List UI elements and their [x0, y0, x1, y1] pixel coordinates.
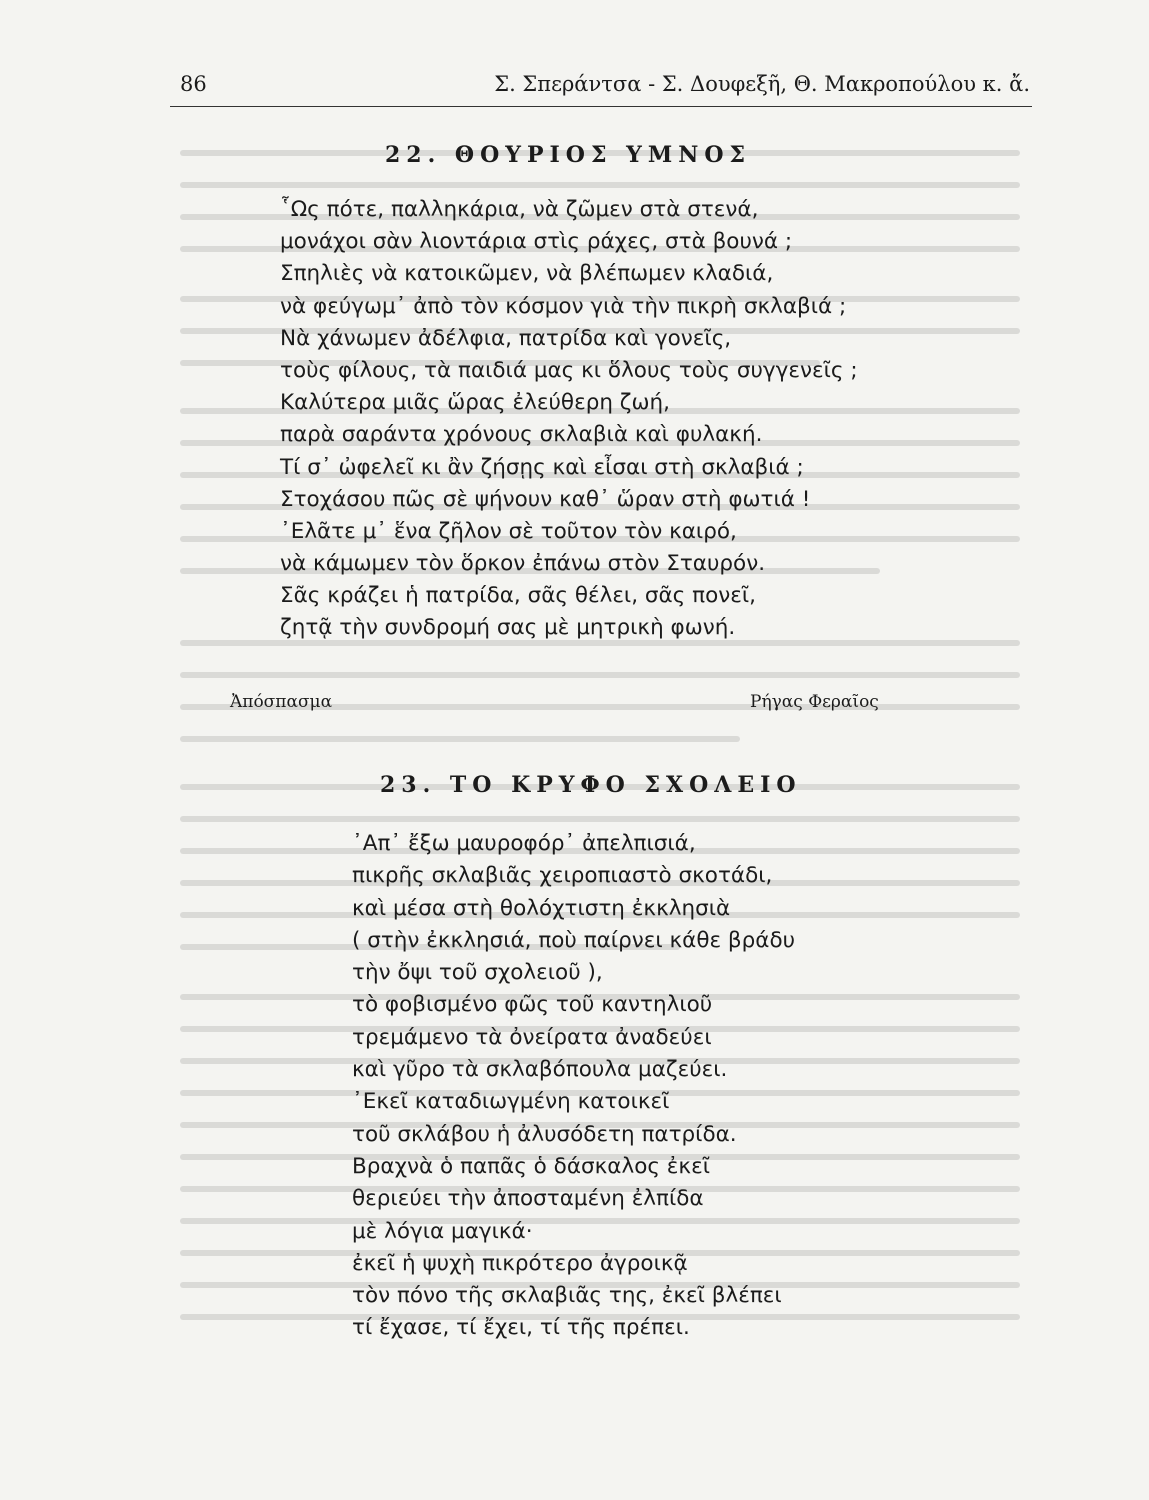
poem-line: Βραχνὰ ὁ παπᾶς ὁ δάσκαλος ἐκεῖ: [352, 1153, 710, 1179]
poem-line: Στοχάσου πῶς σὲ ψήνουν καθ᾽ ὥραν στὴ φωτιά !: [280, 486, 811, 512]
poem-line: ᾽Απ᾽ ἔξω μαυροφόρ᾽ ἀπελπισιά,: [352, 831, 696, 856]
poem-line: θεριεύει τὴν ἀποσταμένη ἐλπίδα: [352, 1186, 704, 1212]
poem-line: Καλύτερα μιᾶς ὥρας ἐλεύθερη ζωή,: [280, 390, 670, 416]
poem-line: τὴν ὄψι τοῦ σχολειοῦ ),: [352, 960, 603, 986]
poem-line: Σπηλιὲς νὰ κατοικῶμεν, νὰ βλέπωμεν κλαδιά,: [280, 261, 774, 287]
poem-line: καὶ μέσα στὴ θολόχτιστη ἐκκλησιὰ: [352, 895, 731, 921]
poem-line: τί ἔχασε, τί ἔχει, τί τῆς πρέπει.: [352, 1315, 690, 1341]
poem-line: Σᾶς κράζει ἡ πατρίδα, σᾶς θέλει, σᾶς πονεῖ,: [280, 583, 756, 609]
poem-line: ᾽Ελᾶτε μ᾽ ἕνα ζῆλον σὲ τοῦτον τὸν καιρό,: [280, 518, 737, 544]
poem-line: τὸ φοβισμένο φῶς τοῦ καντηλιοῦ: [352, 992, 713, 1018]
poem-line: νὰ φεύγωμ᾽ ἀπὸ τὸν κόσμον γιὰ τὴν πικρὴ σκλαβιά ;: [280, 293, 847, 319]
poem-line: μονάχοι σὰν λιοντάρια στὶς ράχες, στὰ βουνά ;: [280, 229, 793, 255]
poem-line: Τί σ᾽ ὠφελεῖ κι ἂν ζήσῃς καὶ εἶσαι στὴ σκλαβιά ;: [280, 454, 804, 480]
poem-line: νὰ κάμωμεν τὸν ὅρκον ἐπάνω στὸν Σταυρόν.: [280, 551, 766, 577]
poem-line: μὲ λόγια μαγικά·: [352, 1218, 533, 1244]
poem-line: Νὰ χάνωμεν ἀδέλφια, πατρίδα καὶ γονεῖς,: [280, 325, 732, 351]
page-number: 86: [180, 72, 207, 96]
running-header-authors: Σ. Σπεράντσα - Σ. Δουφεξῆ, Θ. Μακροπούλου κ. ἄ.: [494, 72, 1030, 96]
poem-line: τρεμάμενο τὰ ὀνείρατα ἀναδεύει: [352, 1024, 712, 1050]
poem-line: παρὰ σαράντα χρόνους σκλαβιὰ καὶ φυλακή.: [280, 422, 763, 448]
poem-line: τοὺς φίλους, τὰ παιδιά μας κι ὅλους τοὺς συγγενεῖς ;: [280, 357, 858, 383]
poem-line: ᾽Εκεῖ καταδιωγμένη κατοικεῖ: [352, 1089, 670, 1115]
poem-line: τὸν πόνο τῆς σκλαβιᾶς της, ἐκεῖ βλέπει: [352, 1283, 782, 1309]
poem-line: πικρῆς σκλαβιᾶς χειροπιαστὸ σκοτάδι,: [352, 863, 773, 889]
poem-line: ζητᾷ τὴν συνδρομή σας μὲ μητρικὴ φωνή.: [280, 615, 736, 641]
running-header: [180, 72, 1030, 96]
header-rule: [170, 106, 1032, 107]
poem-line: τοῦ σκλάβου ἡ ἀλυσόδετη πατρίδα.: [352, 1121, 737, 1147]
poem-line: καὶ γῦρο τὰ σκλαβόπουλα μαζεύει.: [352, 1057, 728, 1083]
poem-title-thourios-ymnos: 22. ΘΟΥΡΙΟΣ ΥΜΝΟΣ: [385, 142, 752, 168]
poem-thourios-ymnos: [280, 194, 858, 645]
poem-author: Ρήγας Φεραῖος: [750, 692, 879, 712]
poem-line: ἐκεῖ ἡ ψυχὴ πικρότερο ἀγροικᾷ: [352, 1250, 688, 1276]
poem-line: ( στὴν ἐκκλησιά, ποὺ παίρνει κάθε βράδυ: [352, 927, 796, 953]
excerpt-note: Ἀπόσπασμα: [230, 692, 333, 712]
poem-kryfo-scholeio: [352, 828, 795, 1345]
poem-line: ῟Ως πότε, παλληκάρια, νὰ ζῶμεν στὰ στενά,: [280, 197, 759, 222]
poem-title-kryfo-scholeio: 23. ΤΟ ΚΡΥΦΟ ΣΧΟΛΕΙΟ: [380, 772, 802, 798]
